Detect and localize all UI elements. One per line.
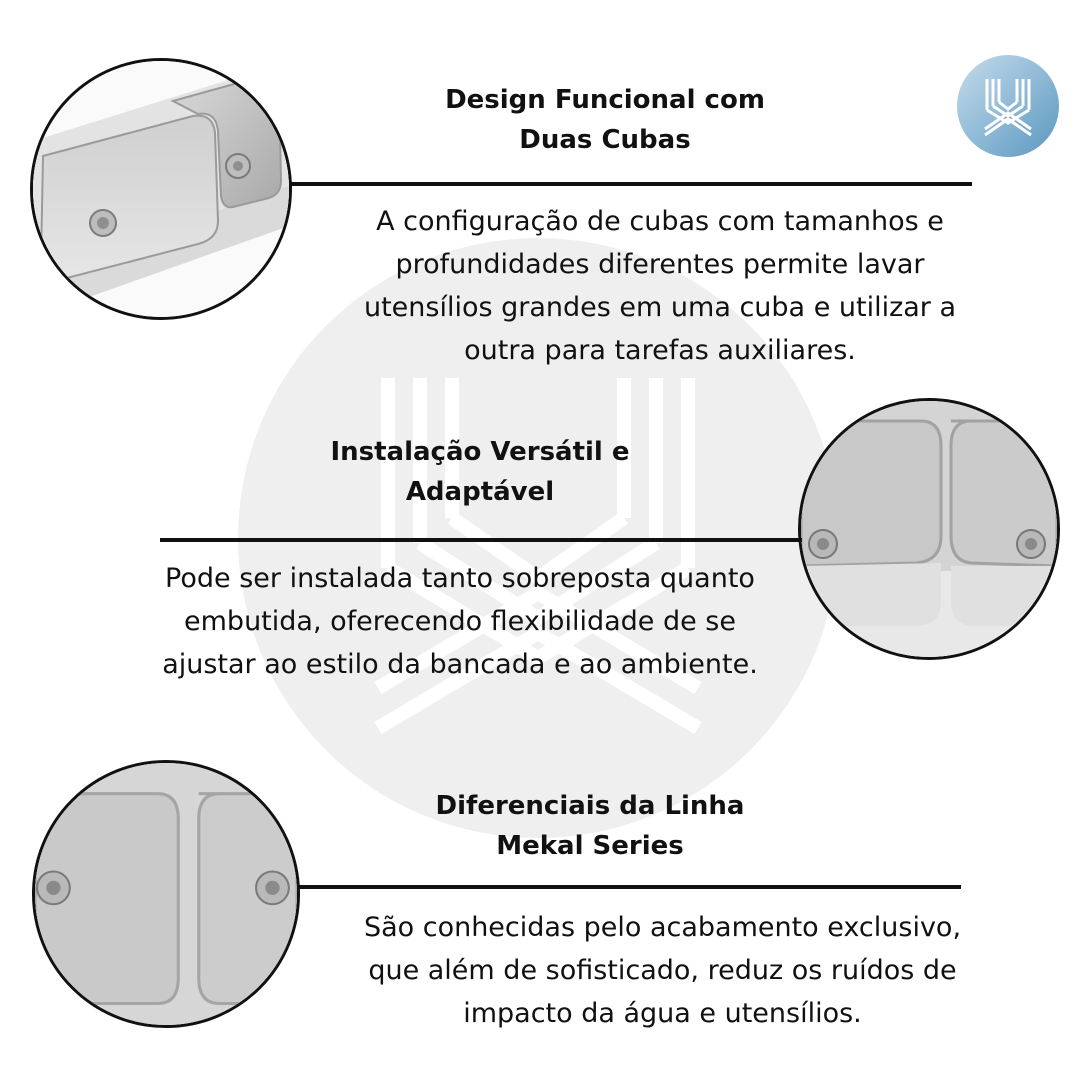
section-1-title: Design Funcional com Duas Cubas xyxy=(445,85,765,155)
section-1-image xyxy=(30,58,292,320)
section-3-image xyxy=(32,760,300,1028)
section-2-body: Pode ser instalada tanto sobreposta quanto embutida, oferecendo flexibilidade de se ajustar ao estilo da bancada e ao ambiente. xyxy=(162,563,758,680)
section-3-title: Diferenciais da Linha Mekal Series xyxy=(435,791,745,861)
section-2-divider xyxy=(160,538,802,542)
section-3-divider xyxy=(297,885,961,889)
sink-bowls-drain-icon xyxy=(35,763,297,1025)
double-sink-top-view-icon xyxy=(33,61,289,317)
section-1-body: A configuração de cubas com tamanhos e profundidades diferentes permite lavar utensílios grandes em uma cuba e utilizar a outra para tarefas auxiliares. xyxy=(363,206,957,366)
double-sink-closeup-icon xyxy=(801,401,1057,657)
section-2-image xyxy=(798,398,1060,660)
section-2-title: Instalação Versátil e Adaptável xyxy=(330,437,630,507)
mekal-k-logo-icon xyxy=(957,55,1059,157)
section-1-divider xyxy=(290,182,972,186)
section-3-body: São conhecidas pelo acabamento exclusivo, que além de sofisticado, reduz os ruídos de impacto da água e utensílios. xyxy=(363,912,962,1029)
